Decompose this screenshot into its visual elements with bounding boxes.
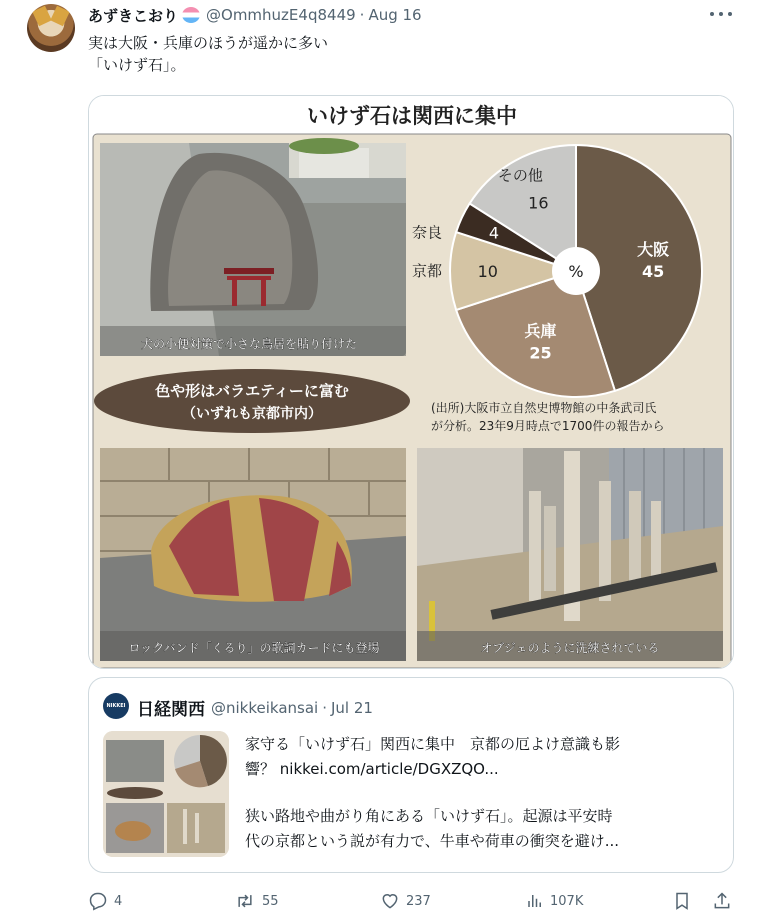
quote-separator: · xyxy=(322,698,327,717)
quote-line-3: 狭い路地や曲がり角にある「いけず石」。起源は平安時 xyxy=(245,807,613,825)
bookmark-button[interactable] xyxy=(672,888,698,914)
views-button[interactable] xyxy=(526,888,583,914)
pie-value-3: 4 xyxy=(488,223,500,243)
bookmark-icon xyxy=(672,891,692,911)
quote-handle[interactable]: @nikkeikansai xyxy=(211,698,319,717)
pie-value-0: 45 xyxy=(642,261,665,281)
share-button[interactable] xyxy=(712,888,738,914)
quote-line-2[interactable]: 響？ nikkei.com/article/DGXZQO... xyxy=(245,760,499,778)
like-count: 237 xyxy=(406,893,431,909)
source-line-1: (出所)大阪市立自然史博物館の中条武司氏 xyxy=(431,401,657,415)
photo1-caption: 犬の小便対策で小さな鳥居を貼り付けた xyxy=(140,337,358,351)
repost-button[interactable] xyxy=(234,888,279,914)
quote-header xyxy=(137,695,373,720)
quote-display-name[interactable]: 日経関西 xyxy=(137,700,205,720)
more-icon[interactable] xyxy=(710,6,732,22)
quote-avatar[interactable]: NIKKEI xyxy=(103,693,129,719)
pie-center-label: % xyxy=(568,262,584,281)
reply-count: 4 xyxy=(114,893,123,909)
views-count: 107K xyxy=(550,893,584,909)
pie-value-2: 10 xyxy=(477,262,498,281)
pie-label-0: 大阪 xyxy=(637,239,670,259)
infographic xyxy=(89,96,734,669)
photo3-caption: オブジェのように洗練されている xyxy=(480,641,660,655)
source-line-2: が分析。23年9月時点で1700件の報告から xyxy=(431,419,665,433)
photo-striped-rock xyxy=(100,448,406,661)
quote-text xyxy=(245,732,721,876)
tweet-text-line-2: 「いけず石」。 xyxy=(88,56,186,74)
reply-icon xyxy=(88,891,108,911)
like-icon xyxy=(380,891,400,911)
photo-pillars xyxy=(417,448,723,661)
tweet-header xyxy=(88,5,422,25)
tweet-text xyxy=(88,32,328,76)
quote-date[interactable]: Jul 21 xyxy=(331,698,373,717)
pie-value-4: 16 xyxy=(528,193,549,213)
tweet-date[interactable]: Aug 16 xyxy=(368,6,422,24)
pie-label-2: 京都 xyxy=(411,262,442,280)
banner-line-2: （いずれも京都市内） xyxy=(182,406,322,422)
repost-icon xyxy=(234,891,256,911)
pie-label-3: 奈良 xyxy=(411,223,442,242)
views-icon xyxy=(526,891,544,911)
quote-tweet[interactable] xyxy=(88,677,734,873)
banner-line-1: 色や形はバラエティーに富む xyxy=(155,382,349,400)
like-button[interactable] xyxy=(380,888,431,914)
flag-emoji-icon xyxy=(182,7,200,23)
infographic-title: いけず石は関西に集中 xyxy=(307,104,517,128)
separator-dot: · xyxy=(359,6,365,24)
quote-line-1: 家守る「いけず石」関西に集中 京都の厄よけ意識も影 xyxy=(245,735,621,753)
tweet-actions xyxy=(88,888,738,914)
tweet-media-image[interactable] xyxy=(88,95,734,669)
photo-rock-torii xyxy=(100,138,406,356)
quote-thumbnail[interactable] xyxy=(103,731,229,857)
share-icon xyxy=(712,891,732,911)
pie-label-4: その他 xyxy=(497,166,543,185)
pie-label-1: 兵庫 xyxy=(524,321,557,341)
quote-line-4: 代の京都という説が有力で、牛車や荷車の衝突を避け... xyxy=(245,832,620,850)
user-handle[interactable]: @OmmhuzE4q8449 xyxy=(206,6,356,24)
user-avatar[interactable] xyxy=(27,4,75,52)
repost-count: 55 xyxy=(262,893,279,909)
pie-value-1: 25 xyxy=(529,343,552,363)
display-name[interactable]: あずきこおり xyxy=(88,6,179,25)
reply-button[interactable] xyxy=(88,888,122,914)
tweet-text-line-1: 実は大阪・兵庫のほうが遥かに多い xyxy=(88,34,329,52)
variety-banner xyxy=(94,369,410,433)
photo2-caption: ロックバンド「くるり」の歌詞カードにも登場 xyxy=(128,641,380,655)
